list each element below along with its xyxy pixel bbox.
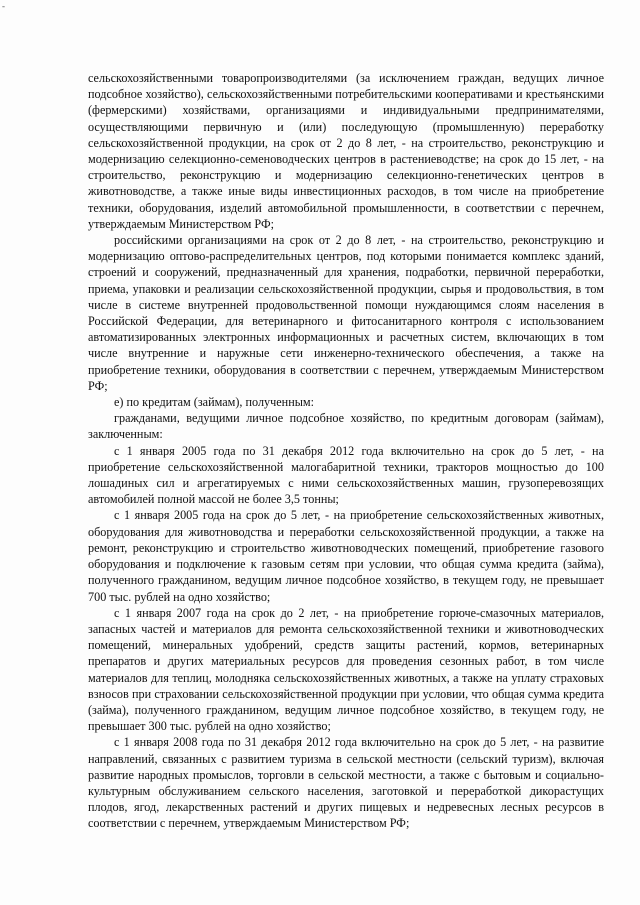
paragraph-3: е) по кредитам (займам), полученным: — [114, 395, 315, 410]
paragraph-2: российскими организациями на срок от 2 до 8 лет, - на строительство, реконструкцию и модернизацию оптово-распределительных центров, под которыми понимается комплекс зданий, строений и сооружений, предназначенный для хранения, подработки, первичной переработки, приема, упаковки и реализации сельскохозяйственной продукции, сырья и продовольствия, в том числе в системе внутренней продовольственной помощи нуждающимся слоям населения в Российской Федерации, для ветеринарного и фитосанитарного контроля с использованием автоматизированных электронных информационных и расчетных систем, включающих в том числе внутренние и наружные сети инженерно-технического обеспечения, а также на приобретение техники, оборудования в соответствии с перечнем, утверждаемым Министерством РФ; — [88, 233, 604, 393]
paragraph-5: с 1 января 2005 года по 31 декабря 2012 года включительно на срок до 5 лет, - на приобретение сельскохозяйственной малогабаритной техники, тракторов мощностью до 100 лошадиных сил и агрегатируемых с ними сельскохозяйственных машин, грузоперевозящих автомобилей полной массой не более 3,5 тонны; — [88, 443, 604, 507]
paragraph-8: с 1 января 2008 года по 31 декабря 2012 года включительно на срок до 5 лет, - на развитие направлений, связанных с развитием туризма в сельской местности (сельский туризм), включая развитие народных промыслов, торговли в сельской местности, а также с бытовым и социально-культурным обслуживанием сельского населения, заготовкой и переработкой дикорастущих плодов, ягод, лекарственных растений и других пищевых и недревесных лесных ресурсов в соответствии с перечнем, утверждаемым Министерством РФ; — [88, 735, 604, 831]
paragraph-4: гражданами, ведущими личное подсобное хозяйство, по кредитным договорам (займам), заключенным: — [88, 411, 604, 442]
paragraph-1: сельскохозяйственными товаропроизводителями (за исключением граждан, ведущих личное подсобное хозяйство), сельскохозяйственными потребительскими кооперативами и крестьянскими (фермерскими) хозяйствами, организациями и индивидуальными предпринимателями, осуществляющими первичную и (или) последующую (промышленную) переработку сельскохозяйственной продукции, на срок от 2 до 8 лет, - на строительство, реконструкцию и модернизацию селекционно-семеноводческих центров в растениеводстве; на срок до 15 лет, - на строительство, реконструкцию и модернизацию селекционно-генетических центров в животноводстве, а также иные виды инвестиционных расходов, в том числе на приобретение техники, оборудования, изделий автомобильной промышленности, в соответствии с перечнем, утверждаемым Министерством РФ; — [88, 71, 604, 231]
document-body — [88, 70, 604, 832]
corner-mark: - — [2, 1, 5, 11]
paragraph-7: с 1 января 2007 года на срок до 2 лет, - на приобретение горюче-смазочных материалов, запасных частей и материалов для ремонта сельскохозяйственной техники и животноводческих помещений, минеральных удобрений, средств защиты растений, кормов, ветеринарных препаратов и других материальных ресурсов для проведения сезонных работ, в том числе материалов для теплиц, молодняка сельскохозяйственных животных, а также на уплату страховых взносов при страховании сельскохозяйственной продукции при условии, что общая сумма кредита (займа), полученного гражданином, ведущим личное подсобное хозяйство, в текущем году, не превышает 300 тыс. рублей на одно хозяйство; — [88, 605, 604, 734]
paragraph-6: с 1 января 2005 года на срок до 5 лет, - на приобретение сельскохозяйственных животных, оборудования для животноводства и переработки сельскохозяйственной продукции, а также на ремонт, реконструкцию и строительство животноводческих помещений, приобретение газового оборудования и подключение к газовым сетям при условии, что общая сумма кредита (займа), полученного гражданином, ведущим личное подсобное хозяйство, в текущем году, не превышает 700 тыс. рублей на одно хозяйство; — [88, 508, 604, 604]
